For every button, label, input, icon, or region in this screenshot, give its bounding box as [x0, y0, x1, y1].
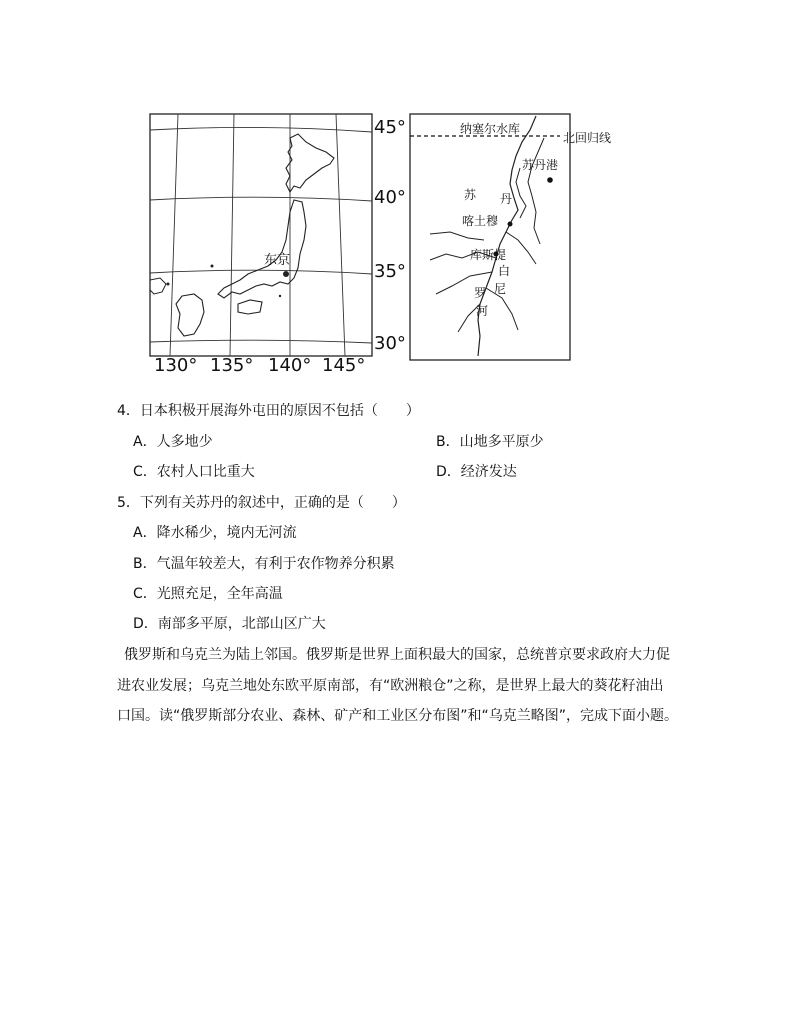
- port-sudan-label: 苏丹港: [522, 158, 559, 172]
- passage-line-1: 俄罗斯和乌克兰为陆上邻国。俄罗斯是世界上面积最大的国家，总统普京要求政府大力促: [124, 647, 670, 663]
- red-sea-coast: [528, 138, 544, 244]
- passage-line-3: 口国。读“俄罗斯部分农业、森林、矿产和工业区分布图”和“乌克兰略图”，完成下面小题。: [117, 708, 679, 724]
- japan-lon-line: [230, 114, 234, 356]
- white-char-label: 白: [498, 264, 511, 278]
- hokkaido-outline: [286, 134, 334, 192]
- lake-nasser-label: 纳塞尔水库: [460, 122, 521, 136]
- lat-label-40: 40°: [374, 187, 406, 208]
- nile-river: [478, 116, 536, 356]
- lon-label-140: 140°: [268, 355, 312, 376]
- q4-option-d[interactable]: D．经济发达: [436, 464, 517, 480]
- tropic-label: 北回归线: [563, 131, 612, 145]
- lon-label-145: 145°: [322, 355, 366, 376]
- khartoum-label: 喀土穆: [462, 214, 499, 228]
- lat-label-35: 35°: [374, 261, 406, 282]
- kosti-label: 库斯提: [470, 248, 507, 262]
- lon-label-130: 130°: [154, 355, 198, 376]
- tributary: [430, 232, 484, 240]
- question-5-stem: 5．下列有关苏丹的叙述中，正确的是（ ）: [117, 495, 406, 511]
- q4-option-c[interactable]: C．农村人口比重大: [133, 464, 255, 480]
- island-dot: [211, 265, 214, 268]
- q4-option-b[interactable]: B．山地多平原少: [436, 434, 544, 450]
- island-dot: [167, 283, 170, 286]
- he-char-label: 河: [476, 304, 489, 318]
- q5-option-c[interactable]: C．光照充足，全年高温: [133, 586, 283, 602]
- japan-lat-line: [150, 270, 372, 274]
- port-sudan-marker: [547, 177, 553, 183]
- lat-label-30: 30°: [374, 333, 406, 354]
- q5-option-b[interactable]: B．气温年较差大，有利于农作物养分积累: [133, 556, 395, 572]
- lon-label-135: 135°: [210, 355, 254, 376]
- korea-coast: [150, 278, 166, 294]
- map-figure: [140, 108, 620, 380]
- japan-lon-line: [336, 114, 345, 356]
- shikoku-outline: [238, 300, 262, 314]
- q4-option-a[interactable]: A．人多地少: [133, 434, 213, 450]
- japan-lat-line: [150, 127, 372, 132]
- japan-lat-line: [150, 340, 372, 343]
- ni-char-label: 尼: [494, 282, 507, 296]
- blue-nile-branch: [506, 232, 536, 264]
- tokyo-label: 东京: [264, 253, 291, 268]
- sudan-map-frame: [410, 114, 570, 360]
- tokyo-marker: [283, 271, 289, 277]
- passage-line-2: 进农业发展；乌克兰地处东欧平原南部，有“欧洲粮仓”之称，是世界上最大的葵花籽油出: [117, 678, 664, 694]
- kyushu-outline: [176, 294, 204, 336]
- sudan-char-2-label: 丹: [500, 192, 513, 206]
- sudan-char-1-label: 苏: [464, 188, 477, 202]
- khartoum-marker: [508, 222, 513, 227]
- japan-map-frame: [150, 114, 372, 356]
- island-dot: [279, 295, 281, 297]
- japan-lon-line: [170, 114, 178, 356]
- lat-label-45: 45°: [374, 117, 406, 138]
- q5-option-d[interactable]: D．南部多平原，北部山区广大: [133, 616, 326, 632]
- luo-char-label: 罗: [474, 286, 487, 300]
- q5-option-a[interactable]: A．降水稀少，境内无河流: [133, 525, 297, 541]
- question-4-stem: 4．日本积极开展海外屯田的原因不包括（ ）: [117, 403, 420, 419]
